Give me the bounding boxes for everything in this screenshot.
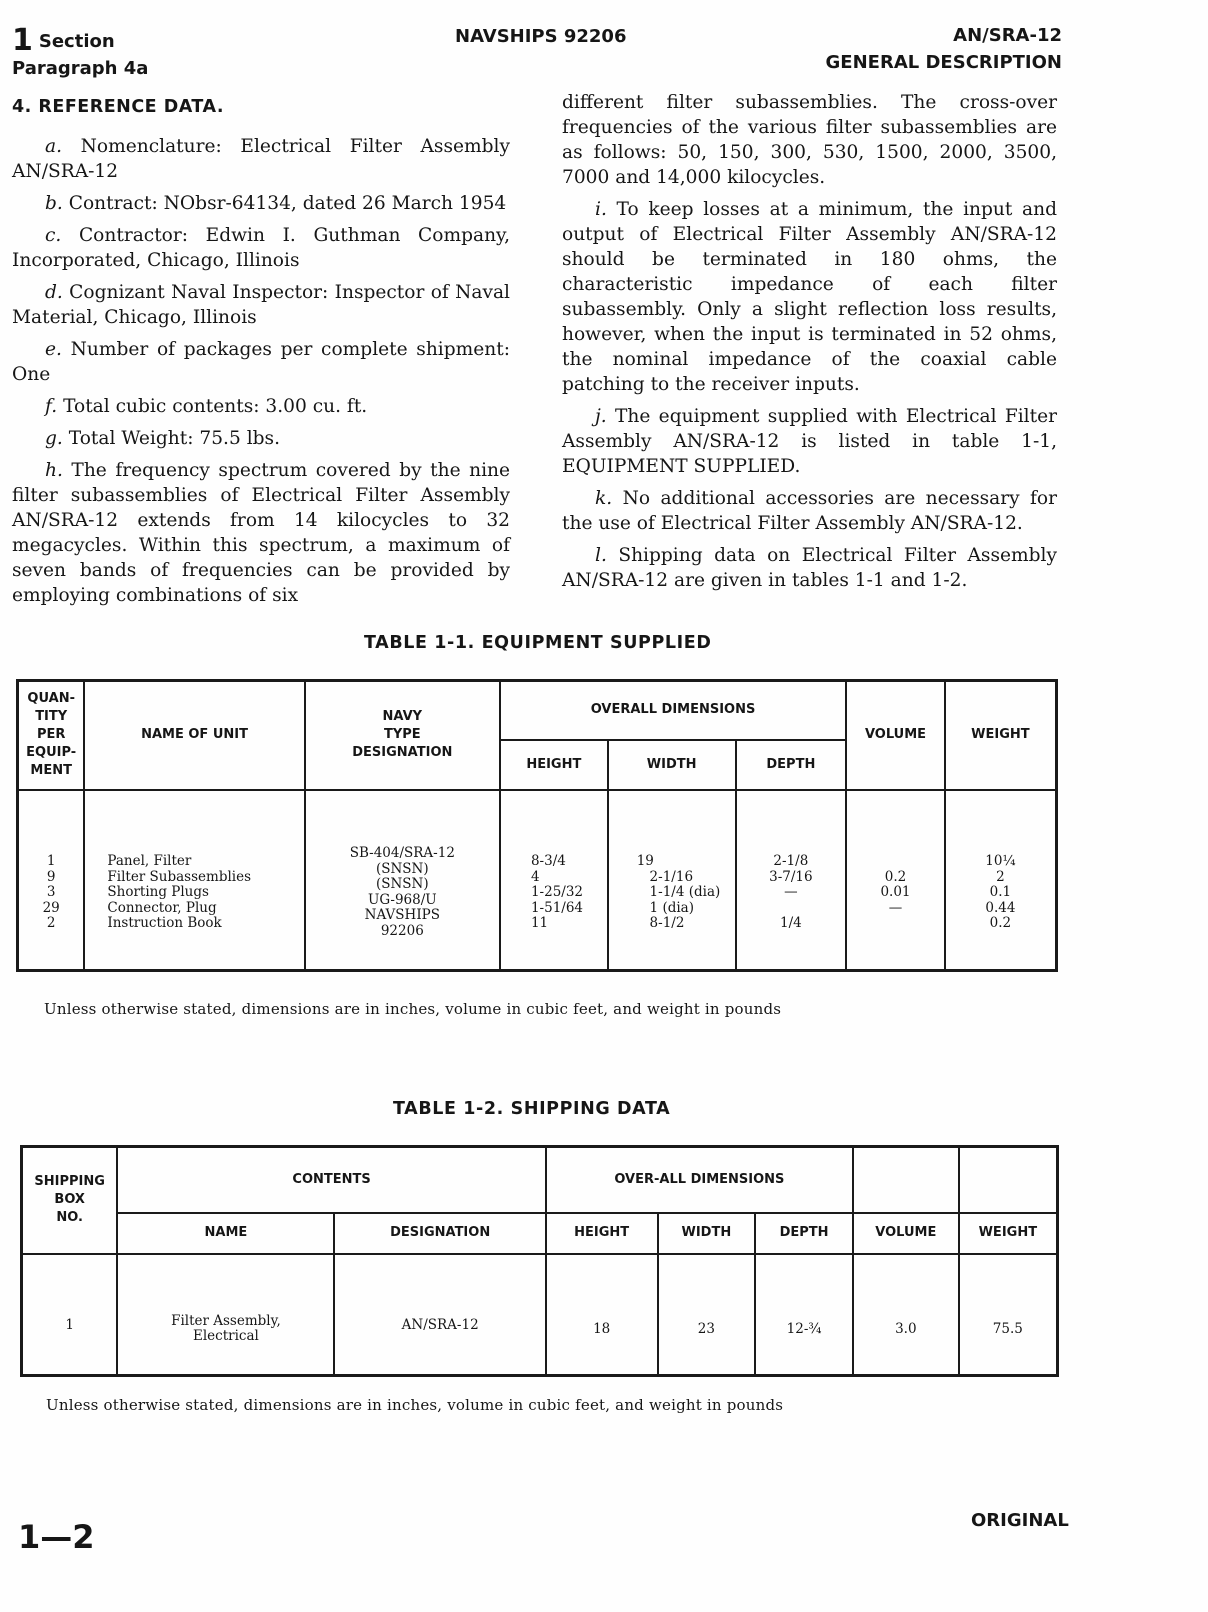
th-depth: DEPTH [736, 740, 847, 790]
paragraph-ref: Paragraph 4a [12, 58, 149, 79]
table-row [22, 1254, 1058, 1376]
cell-volume: 3.0 [853, 1254, 959, 1376]
cell-quantity: 1 9 3 29 2 [18, 790, 85, 971]
th-volume-blank [853, 1147, 959, 1213]
ref-item-b: b. Contract: NObsr-64134, dated 26 March 1954 [45, 193, 507, 214]
cell-designation: AN/SRA-12 [334, 1254, 545, 1376]
subject-title: GENERAL DESCRIPTION [825, 52, 1062, 73]
th-overall-dimensions: OVERALL DIMENSIONS [500, 681, 846, 740]
cell-height: 18 [546, 1254, 658, 1376]
equipment-supplied-table [16, 679, 1058, 972]
cell-width: 19 2-1/16 1-1/4 (dia) 1 (dia) 8-1/2 [608, 790, 736, 971]
th-shipping-box: SHIPPING BOX NO. [22, 1147, 118, 1254]
th-name-of-unit: NAME OF UNIT [84, 681, 304, 790]
th-weight: WEIGHT [945, 681, 1057, 790]
th-volume: VOLUME [846, 681, 945, 790]
table2-caption: TABLE 1-2. SHIPPING DATA [393, 1099, 671, 1119]
doc-subject-block [826, 22, 1062, 76]
table1-note: Unless otherwise stated, dimensions are in inches, volume in cubic feet, and weight in pounds [44, 1000, 782, 1018]
th-navy-type: NAVY TYPE DESIGNATION [305, 681, 500, 790]
page-status: ORIGINAL [971, 1510, 1069, 1531]
ref-item-g: g. Total Weight: 75.5 lbs. [45, 428, 280, 449]
section-label: Section [38, 31, 115, 52]
ref-item-j: j. The equipment supplied with Electrical Filter Assembly AN/SRA-12 is listed in table 1-1, EQUIPMENT SUPPLIED. [562, 406, 1057, 477]
equipment-designation: AN/SRA-12 [953, 25, 1062, 46]
ref-item-f: f. Total cubic contents: 3.00 cu. ft. [45, 396, 368, 417]
page-number: 1—2 [18, 1518, 95, 1556]
cell-weight: 75.5 [959, 1254, 1058, 1376]
th-weight-blank [959, 1147, 1058, 1213]
ref-item-c: c. Contractor: Edwin I. Guthman Company, Incorporated, Chicago, Illinois [12, 225, 510, 271]
cell-box: 1 [22, 1254, 118, 1376]
th-name: NAME [117, 1213, 334, 1254]
cell-name: Panel, Filter Filter Subassemblies Shorting Plugs Connector, Plug Instruction Book [84, 790, 304, 971]
table1-caption: TABLE 1-1. EQUIPMENT SUPPLIED [364, 633, 712, 653]
table2-note: Unless otherwise stated, dimensions are in inches, volume in cubic feet, and weight in pounds [46, 1396, 784, 1414]
shipping-data-table [20, 1145, 1059, 1377]
th-over-all-dimensions: OVER-ALL DIMENSIONS [546, 1147, 853, 1213]
th-height: HEIGHT [546, 1213, 658, 1254]
ref-item-e: e. Number of packages per complete shipment: One [12, 339, 511, 385]
th-weight: WEIGHT [959, 1213, 1058, 1254]
th-contents: CONTENTS [117, 1147, 545, 1213]
cell-weight: 10¼ 2 0.1 0.44 0.2 [945, 790, 1057, 971]
ref-item-h: h. The frequency spectrum covered by the nine filter subassemblies of Electrical Filter Assembly AN/SRA-12 extends from 14 kilocycles to 32 megacycles. Within this spectrum, a maximum of seven bands of frequencies can be provided by employing combinations of six [12, 460, 510, 606]
left-column [12, 95, 510, 615]
cell-name: Filter Assembly, Electrical [117, 1254, 334, 1376]
ref-item-a: a. Nomenclature: Electrical Filter Assembly AN/SRA-12 [12, 136, 510, 182]
th-designation: DESIGNATION [334, 1213, 545, 1254]
cell-volume: 0.2 0.01 — [846, 790, 945, 971]
ref-item-d: d. Cognizant Naval Inspector: Inspector of Naval Material, Chicago, Illinois [12, 282, 510, 328]
cell-width: 23 [658, 1254, 756, 1376]
th-width: WIDTH [608, 740, 736, 790]
th-height: HEIGHT [500, 740, 608, 790]
ref-item-l: l. Shipping data on Electrical Filter Assembly AN/SRA-12 are given in tables 1-1 and 1-2. [562, 545, 1057, 591]
section-heading: 4. REFERENCE DATA. [12, 97, 225, 117]
cell-navy-type: SB-404/SRA-12 (SNSN) (SNSN) UG-968/U NAVSHIPS 92206 [305, 790, 500, 971]
right-column [562, 90, 1057, 600]
section-number: 1 [12, 23, 33, 58]
th-volume: VOLUME [853, 1213, 959, 1254]
cell-depth: 12-¾ [755, 1254, 853, 1376]
cell-height: 8-3/4 4 1-25/32 1-51/64 11 [500, 790, 608, 971]
ref-item-k: k. No additional accessories are necessary for the use of Electrical Filter Assembly AN/SRA-12. [562, 488, 1057, 534]
cell-depth: 2-1/8 3-7/16 — 1/4 [736, 790, 847, 971]
doc-number: NAVSHIPS 92206 [455, 26, 627, 47]
th-quantity: QUAN- TITY PER EQUIP- MENT [18, 681, 85, 790]
th-depth: DEPTH [755, 1213, 853, 1254]
ref-item-h-continued: different filter subassemblies. The cross-over frequencies of the various filter subassemblies are as follows: 50, 150, 300, 530, 1500, 2000, 3500, 7000 and 14,000 kilocycles. [562, 92, 1057, 188]
table-row [18, 790, 1057, 971]
th-width: WIDTH [658, 1213, 756, 1254]
section-header [12, 24, 148, 82]
ref-item-i: i. To keep losses at a minimum, the input and output of Electrical Filter Assembly AN/SRA-12 should be terminated in 180 ohms, the characteristic impedance of each filter subassembly. Only a slight reflection loss results, however, when the input is terminated in 52 ohms, the nominal impedance of the coaxial cable patching to the receiver inputs. [562, 199, 1057, 395]
